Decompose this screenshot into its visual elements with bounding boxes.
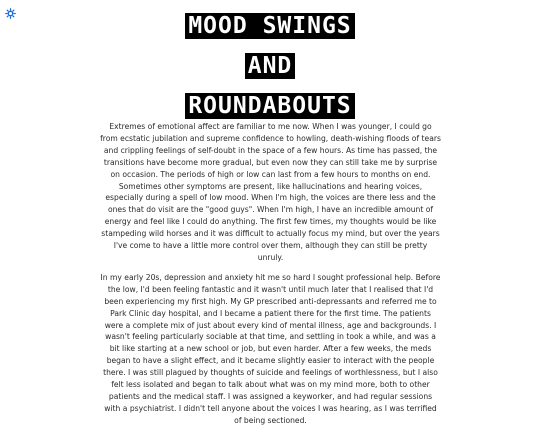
title-line-3: ROUNDABOUTS: [185, 93, 354, 119]
page-title: [0, 13, 540, 119]
article-paragraph-1: Extremes of emotional affect are familiar to me now. When I was younger, I could go from ecstatic jubilation and supreme confidence to howling, death-wishing floods of tears and crippling feelings of self-doubt in the space of a few hours. As time has passed, the transitions have become more gradual, but even now they can still take me by surprise on occasion. The periods of high or low can last from a few hours to months on end. Sometimes other symptoms are present, like hallucinations and hearing voices, especially during a spell of low mood. When I'm high, the voices are there less and the ones that do visit are the "good guys". When I'm high, I have an incredible amount of energy and feel like I could do anything. The first few times, my thoughts would be like stampeding wild horses and it was difficult to actually focus my mind, but over the years I've come to have a little more control over them, although they can still be pretty unruly.: [100, 122, 441, 262]
article-paragraph-2: In my early 20s, depression and anxiety hit me so hard I sought professional help. Before the low, I'd been feeling fantastic and it wasn't until much later that I realised that I'd been experiencing my first high. My GP prescribed anti-depressants and referred me to Park Clinic day hospital, and I became a patient there for the first time. The patients were a complete mix of just about every kind of mental illness, age and backgrounds. I wasn't feeling particularly sociable at that time, and settling in took a while, and was a bit like starting at a new school or job, but even harder. After a few weeks, the meds began to have a slight effect, and it became slightly easier to interact with the people there. I was still plagued by thoughts of suicide and feelings of worthlessness, but I also felt less isolated and began to talk about what was on my mind more, both to other patients and the medical staff. I was assigned a keyworker, and had regular sessions with a psychiatrist. I didn't tell anyone about the voices I was hearing, as I was terrified of being sectioned.: [100, 272, 441, 425]
title-line-2: AND: [245, 53, 296, 79]
title-line-1: MOOD SWINGS: [185, 13, 354, 39]
article-body: [100, 121, 441, 435]
